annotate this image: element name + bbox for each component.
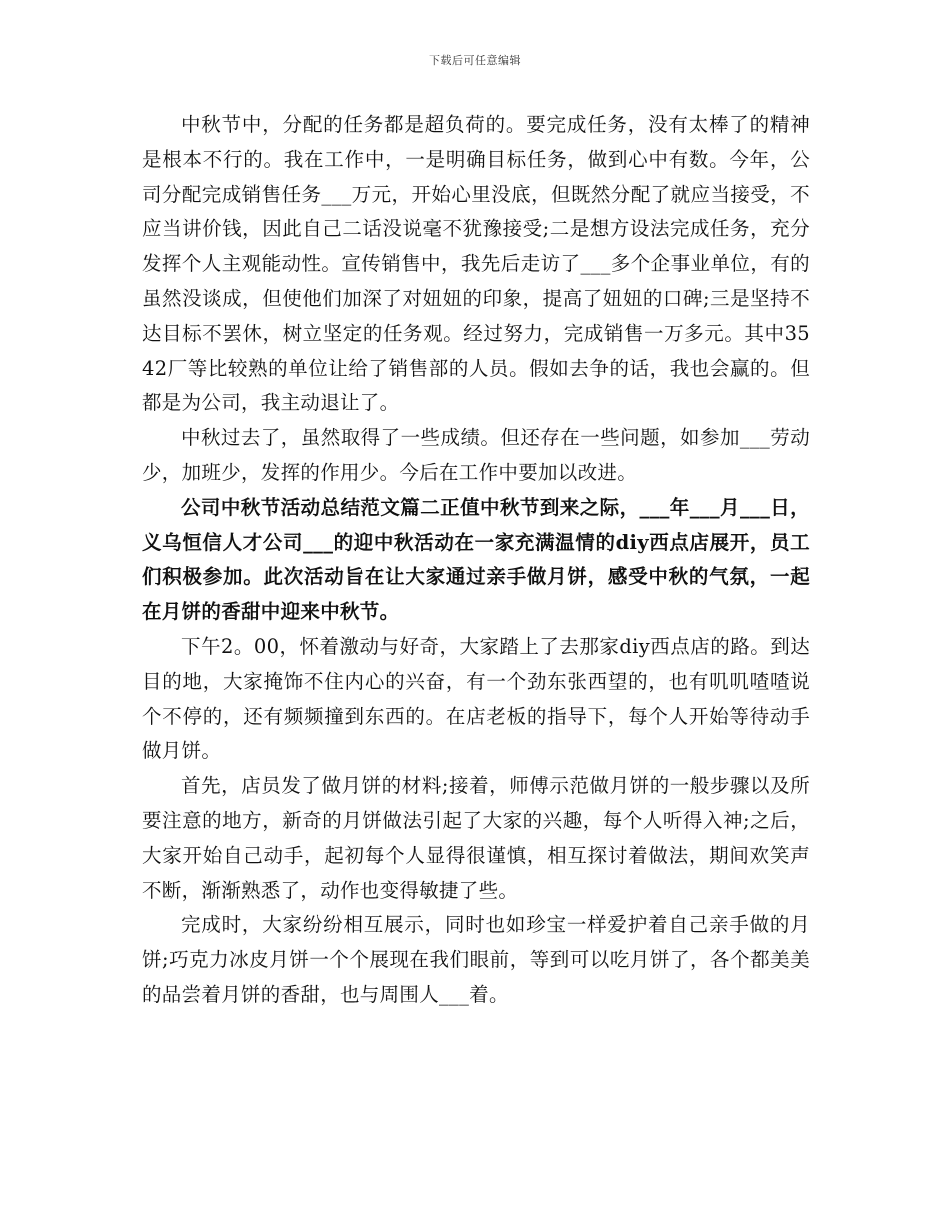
paragraph-arrival: 下午2。00，怀着激动与好奇，大家踏上了去那家diy西点店的路。到达目的地，大家掩饰不住内心的兴奋，有一个劲东张西望的，也有叽叽喳喳说个不停的，还有频频撞到东西的。在店老板的指导下，每个人开始等待动手做月饼。 [142, 634, 810, 763]
paragraph-section-two-heading: 公司中秋节活动总结范文篇二正值中秋节到来之际，___年___月___日，义乌恒信人才公司___的迎中秋活动在一家充满温情的diy西点店展开，员工们积极参加。此次活动旨在让大家通过亲手做月饼，感受中秋的气氛，一起在月饼的香甜中迎来中秋节。 [142, 495, 810, 624]
page-header: 下载后可任意编辑 [429, 54, 521, 67]
paragraph-shortcomings: 中秋过去了，虽然取得了一些成绩。但还存在一些问题，如参加___劳动少，加班少，发挥的作用少。今后在工作中要加以改进。 [142, 426, 810, 484]
paragraph-completion: 完成时，大家纷纷相互展示，同时也如珍宝一样爱护着自己亲手做的月饼;巧克力冰皮月饼一个个展现在我们眼前，等到可以吃月饼了，各个都美美的品尝着月饼的香甜，也与周围人___着。 [142, 913, 810, 1006]
paragraph-sales-task: 中秋节中，分配的任务都是超负荷的。要完成任务，没有太棒了的精神是根本不行的。我在工作中，一是明确目标任务，做到心中有数。今年，公司分配完成销售任务___万元，开始心里没底，但既然分配了就应当接受，不应当讲价钱，因此自己二话没说毫不犹豫接受;二是想方设法完成任务，充分发挥个人主观能动性。宣传销售中，我先后走访了___多个企事业单位，有的虽然没谈成，但使他们加深了对妞妞的印象，提高了妞妞的口碑;三是坚持不达目标不罢休，树立坚定的任务观。经过努力，完成销售一万多元。其中3542厂等比较熟的单位让给了销售部的人员。假如去争的话，我也会赢的。但都是为公司，我主动退让了。 [142, 113, 810, 415]
document-body [142, 108, 810, 1013]
paragraph-making-mooncakes: 首先，店员发了做月饼的材料;接着，师傅示范做月饼的一般步骤以及所要注意的地方，新奇的月饼做法引起了大家的兴趣，每个人听得入神;之后，大家开始自己动手，起初每个人显得很谨慎，相互探讨着做法，期间欢笑声不断，渐渐熟悉了，动作也变得敏捷了些。 [142, 774, 810, 902]
